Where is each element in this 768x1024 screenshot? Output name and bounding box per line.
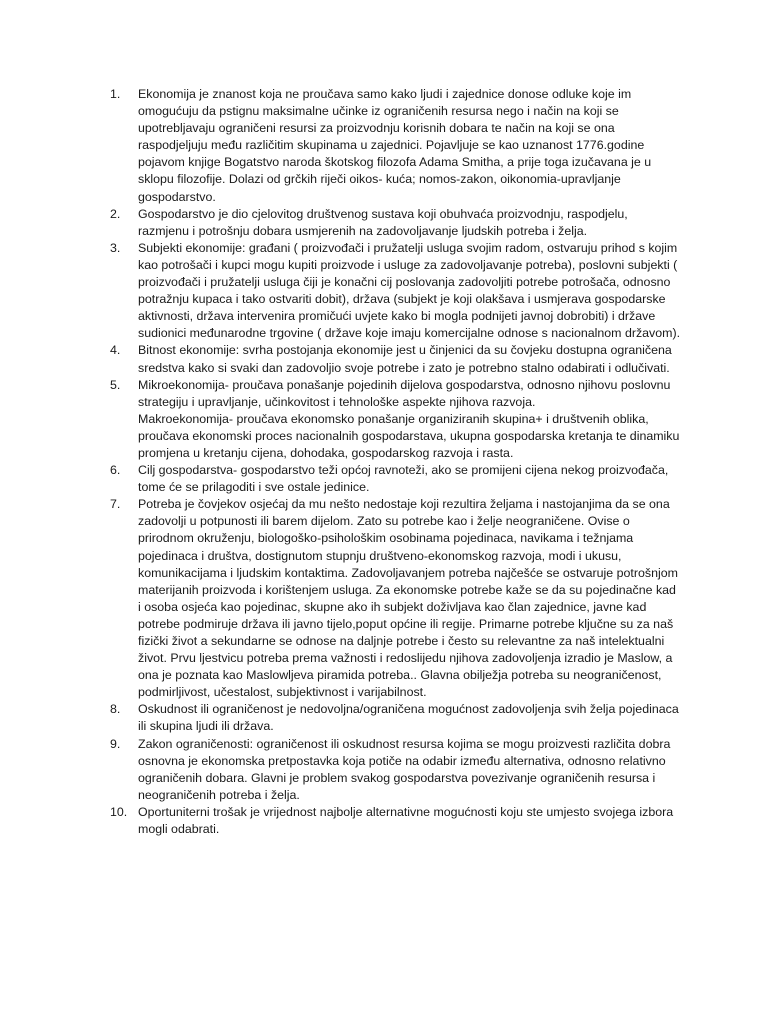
list-item xyxy=(110,86,682,206)
item-text: Bitnost ekonomije: svrha postojanja ekonomije jest u činjenici da su čovjeku dostupna ograničena sredstva kako si svaki dan zadovoljio svoje potrebe i zato je potrebno stalno odabirati i odlučivati. xyxy=(138,343,672,375)
list-item xyxy=(110,496,682,701)
item-number: 4. xyxy=(110,343,121,358)
item-text-continued: Makroekonomija- proučava ekonomsko ponašanje organiziranih skupina+ i društvenih oblika, proučava ekonomski proces nacionalnih gospodarstava, ukupna gospodarska kretanja te dinamiku promjena u kretanju cijena, dohodaka, gospodarskog razvoja i rasta. xyxy=(138,411,680,460)
list-item xyxy=(110,342,682,376)
item-text: Cilj gospodarstva- gospodarstvo teži općoj ravnoteži, ako se promijeni cijena nekog proizvođača, tome će se prilagoditi i sve ostale jedinice. xyxy=(138,463,669,495)
item-text: Oportuniterni trošak je vrijednost najbolje alternativne mogućnosti koju ste umjesto svojega izbora mogli odabrati. xyxy=(138,804,674,837)
item-text: Gospodarstvo je dio cjelovitog društvenog sustava koji obuhvaća proizvodnju, raspodjelu, razmjenu i potrošnju dobara usmjerenih na zadovoljavanje ljudskih potreba i želja. xyxy=(138,206,628,238)
item-number: 2. xyxy=(110,206,121,221)
list-item xyxy=(110,701,682,735)
item-number: 3. xyxy=(110,240,121,255)
item-text: Oskudnost ili ograničenost je nedovoljna/ograničena mogućnost zadovoljenja svih želja pojedinaca ili skupina ljudi ili država. xyxy=(138,702,679,734)
list-item xyxy=(110,736,682,804)
list-item xyxy=(110,206,682,240)
item-number: 8. xyxy=(110,702,121,717)
item-number: 7. xyxy=(110,497,121,512)
item-number: 1. xyxy=(110,87,121,101)
numbered-list xyxy=(110,86,682,838)
item-text: Potreba je čovjekov osjećaj da mu nešto nedostaje koji rezultira željama i nastojanjima da se ona zadovolji u potpunosti ili barem dijelom. Zato su potrebe kao i želje neograničene. Ovise o prirodnom okruženju, biologoško-psihološkim osobinama pojedinaca, navikama i težnjama pojedinaca i društva, dostignutom stupnju društveno-ekonomskog razvoja, modi i ukusu, komunikacijama i ljudskim kontaktima. Zadovoljavanjem potreba najčešće se ostvaruje potrošnjom materijanih proizvoda i korištenjem usluga. Za ekonomske potrebe kaže se da su pojedinačne kad i osoba osjeća kao pojedinac, skupne ako ih subjekt doživljava kao član zajednice, javne kad potrebe podmiruje država ili javno tijelo,poput općine ili regije. Primarne potrebe ključne su za naš fizički život a sekundarne se odnose na daljnje potrebe i često su relevantne za naš intelektualni život. Prvu ljestvicu potreba prema važnosti i redoslijedu njihova zadovoljenja izradio je Maslow, a ona je poznata kao Maslowljeva piramida potreba.. Glavna obilježja potreba su neograničenost, podmirljivost, učestalost, subjektivnost i varijabilnost. xyxy=(138,497,678,700)
item-number: 9. xyxy=(110,736,121,751)
item-text: Subjekti ekonomije: građani ( proizvođači i pružatelji usluga svojim radom, ostvaruju prihod s kojim kao potrošači i kupci mogu kupiti proizvode i usluge za zadovoljavanje potreba), poslovni subjekti ( proizvođači i pružatelji usluga čiji je konačni cij poslovanja zadovoljiti potrebe potrošača, odnosno potražnju kupaca i tako ostvariti dobit), država (subjekt je koji olakšava i usmjerava gospodarske aktivnosti, država intervenira promičući uvjete kako bi mogla podnijeti javnoj dobrobiti) i države sudionici međunarodne trgovine ( države koje imaju komercijalne odnose s nacionalnom državom). xyxy=(138,240,681,341)
item-number: 10. xyxy=(110,804,128,819)
item-number: 5. xyxy=(110,377,121,392)
list-item xyxy=(110,804,682,838)
list-item xyxy=(110,462,682,496)
item-text: Ekonomija je znanost koja ne proučava samo kako ljudi i zajednice donose odluke koje im omogućuju da pstignu maksimalne učinke iz ograničenih resursa nego i način na koji se upotrebljavaju ograničeni resursi za proizvodnju korisnih dobara te način na koji se ona raspodjeljuju među različitim skupinama u zajednici. Pojavljuje se kao uznanost 1776.godine pojavom knjige Bogatstvo naroda škotskog filozofa Adama Smitha, a prije toga izučavana je u sklopu filozofije. Dolazi od grčkih riječi oikos- kuća; nomos-zakon, oikonomia-upravljanje gospodarstvo. xyxy=(138,87,652,204)
item-number: 6. xyxy=(110,463,121,478)
list-item xyxy=(110,377,682,462)
item-text: Zakon ograničenosti: ograničenost ili oskudnost resursa kojima se mogu proizvesti različita dobra osnovna je ekonomska pretpostavka koja potiče na odabir između alternativa, odnosno relativno ograničenih dobara. Glavni je problem svakog gospodarstva povezivanje ograničenih resursa i neograničenih potreba i želja. xyxy=(138,736,671,802)
item-text: Mikroekonomija- proučava ponašanje pojedinih dijelova gospodarstva, odnosno njihovu poslovnu strategiju i upravljanje, učinkovitost i tehnološke aspekte njihova razvoja. xyxy=(138,377,671,409)
list-item xyxy=(110,240,682,343)
